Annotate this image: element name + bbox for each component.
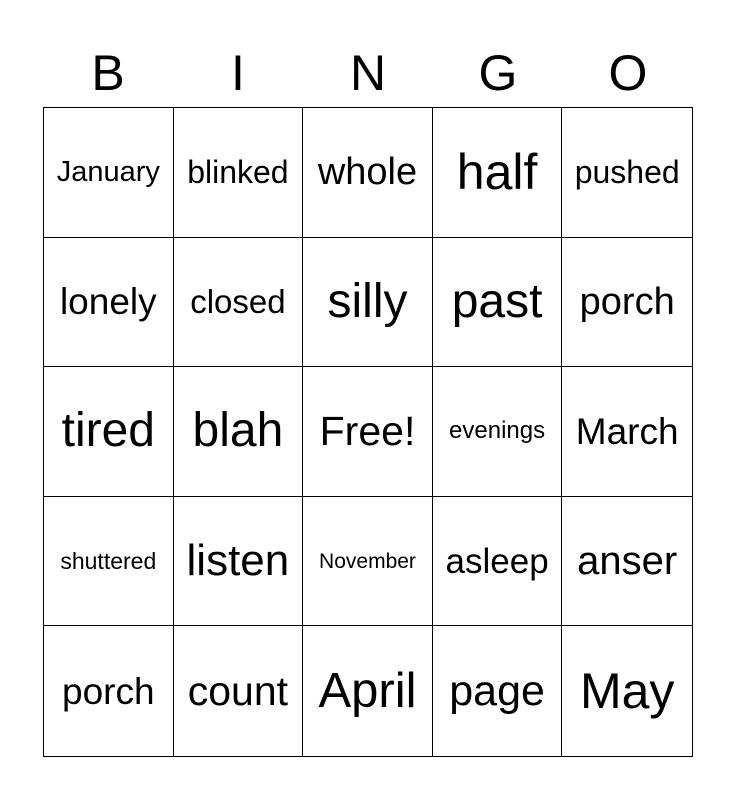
bingo-cell: listen: [174, 497, 304, 627]
bingo-cell: lonely: [44, 238, 174, 368]
bingo-cell: asleep: [433, 497, 563, 627]
header-letter-n: N: [349, 45, 387, 101]
header-letter-o: O: [608, 45, 648, 101]
bingo-cell: silly: [303, 238, 433, 368]
bingo-cell: closed: [174, 238, 304, 368]
bingo-cell: March: [562, 367, 692, 497]
bingo-cell: tired: [44, 367, 174, 497]
bingo-cell: shuttered: [44, 497, 174, 627]
bingo-cell: half: [433, 108, 563, 238]
bingo-cell: blah: [174, 367, 304, 497]
bingo-header: [43, 40, 693, 106]
bingo-cell: porch: [562, 238, 692, 368]
bingo-cell: November: [303, 497, 433, 627]
bingo-cell: January: [44, 108, 174, 238]
header-letter-i: I: [231, 45, 245, 101]
bingo-cell: porch: [44, 626, 174, 756]
free-space: Free!: [303, 367, 433, 497]
bingo-cell: May: [579, 663, 675, 720]
bingo-board: [43, 107, 693, 757]
bingo-cell: page: [433, 626, 563, 756]
bingo-cell: blinked: [174, 108, 304, 238]
bingo-cell: count: [174, 626, 304, 756]
header-letter-b: B: [91, 45, 125, 101]
bingo-cell: April: [303, 626, 433, 756]
bingo-cell: past: [433, 238, 563, 368]
header-letter-g: G: [478, 45, 518, 101]
bingo-cell: pushed: [562, 108, 692, 238]
bingo-cell: whole: [303, 108, 433, 238]
bingo-cell: evenings: [433, 367, 563, 497]
bingo-cell: anser: [562, 497, 692, 627]
